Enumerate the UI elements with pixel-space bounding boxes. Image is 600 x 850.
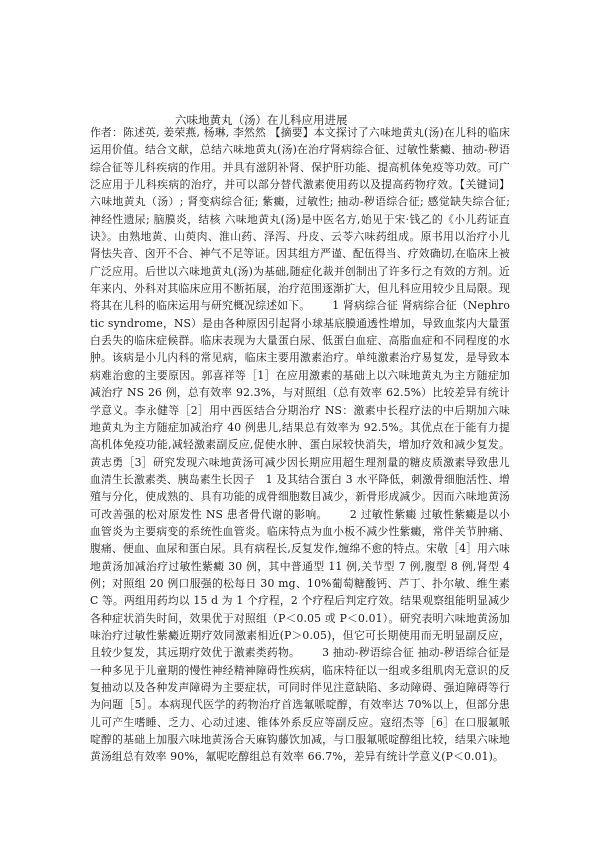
authors-abstract: 作者：陈述英, 姜荣燕, 杨琳, 李然然 【摘要】本文探讨了六味地黄丸(汤)在儿科的临床运用价值。结合文献，总结六味地黄丸(汤)在治疗肾病综合征、过敏性紫癜、抽动-秽语综合征等儿科疾病的作用。并具有滋阴补肾、保护肝功能、提高机体免疫等功效。可广泛应用于儿科疾病的治疗，并可以部分替代激素使用药以及提高药物疗效。 (90, 126, 510, 192)
section-nephrotic-syndrome: 1 肾病综合征 肾病综合征（Nephrotic syndrome，NS）是由各种原因引起肾小球基底膜通透性增加，导致血浆内大量蛋白丢失的临床症候群。临床表现为大量蛋白尿、低蛋白血症、高脂血症和不同程度的水肿。该病是小儿内科的常见病，临床主要用激素治疗。单纯激素治疗易复发，是导致本病难治愈的主要原因。郭喜祥等［1］在应用激素的基础上以六味地黄丸为主方随症加减治疗 NS 26 例，总有效率 92.3%，与对照组（总有效率 62.5%）比较差异有统计学意义。李永健等［2］用中西医结合分期治疗 NS：激素中长程疗法的中后期加六味地黄丸为主方随症加减治疗 40 例患儿,结果总有效率为 92.5%。其优点在于能有力提高机体免疫功能,减轻激素副反应,促使水肿、蛋白尿较快消失，增加疗效和减少复发。黄志勇［3］研究发现六味地黄汤可减少因长期应用超生理剂量的糖皮质激素导致患儿血清生长激素类、胰岛素生长因子 1 及其结合蛋白 3 水平降低，刺激骨细胞活性、增殖与分化，使成熟的、具有功能的成骨细胞数目减少，新骨形成减少。因而六味地黄汤可改善强的松对原发性 NS 患者骨代谢的影响。 (90, 299, 510, 521)
article-title: 六味地黄丸（汤）在儿科应用进展 (175, 113, 348, 127)
keywords-intro: 【关键词】六味地黄丸（汤）; 肾变病综合征; 紫癜，过敏性; 抽动-秽语综合征; 感觉缺失综合征; 神经性遗尿; 脑膜炎，结核 六味地黄丸(汤)是中医名方,始见于宋·钱乙的《小儿药证直诀》。由熟地黄、山萸肉、淮山药、泽泻、丹皮、云苓六味药组成。原书用以治疗小儿肾怯失音、囟开不合、神气不足等证。因其组方严谨、配伍得当、疗效确切,在临床上被广泛应用。后世以六味地黄丸(汤)为基础,随症化裁并创制出了许多行之有效的方剂。近年来内、外科对其临床应用不断拓展，治疗范围逐渐扩大，但儿科应用较少且局限。现将其在儿科的临床运用与研究概况综述如下。 (90, 178, 510, 313)
section-allergic-purpura: 2 过敏性紫癜 过敏性紫癜是以小血管炎为主要病变的系统性血管炎。临床特点为血小板不减少性紫癜，常伴关节肿痛、腹痛、便血、血尿和蛋白尿。具有病程长,反复发作,缠绵不愈的特点。宋敬［4］用六味地黄汤加减治疗过敏性紫癜 30 例，其中普通型 11 例,关节型 7 例,腹型 8 例,肾型 4 例；对照组 20 例口服强的松每日 30 mg、10%葡萄糖酸钙、芦丁、扑尔敏、维生素 C 等。两组用药均以 15 d 为 1 个疗程，2 个疗程后判定疗效。结果观察组能明显减少各种症状消失时间，效果优于对照组（P＜0.05 或 P＜0.01）。研究表明六味地黄汤加味治疗过敏性紫癜近期疗效同激素相近(P＞0.05)，但它可长期使用而无明显副反应，且较少复发，其远期疗效优于激素类药物。 (90, 507, 511, 660)
section-tourette-syndrome: 3 抽动-秽语综合征 抽动-秽语综合征是一种多见于儿童期的慢性神经精神障碍性疾病，临床特征以一组或多组肌肉无意识的反复抽动以及各种发声障碍为主要症状，可同时伴见注意缺陷、多动障碍、强迫障碍等行为问题［5］。本病现代医学的药物治疗首选氟哌啶醇，有效率达 70%以上，但部分患儿可产生嗜睡、乏力、心动过速、锥体外系反应等副反应。寇绍杰等［6］在口服氟哌啶醇的基础上加服六味地黄汤合天麻钩藤饮加减，与口服氟哌啶醇组比较，结果六味地黄汤组总有效率 90%，氟呢吃醇组总有效率 66.7%，差异有统计学意义(P＜0.01)。 (90, 646, 510, 764)
article-body (90, 124, 510, 766)
